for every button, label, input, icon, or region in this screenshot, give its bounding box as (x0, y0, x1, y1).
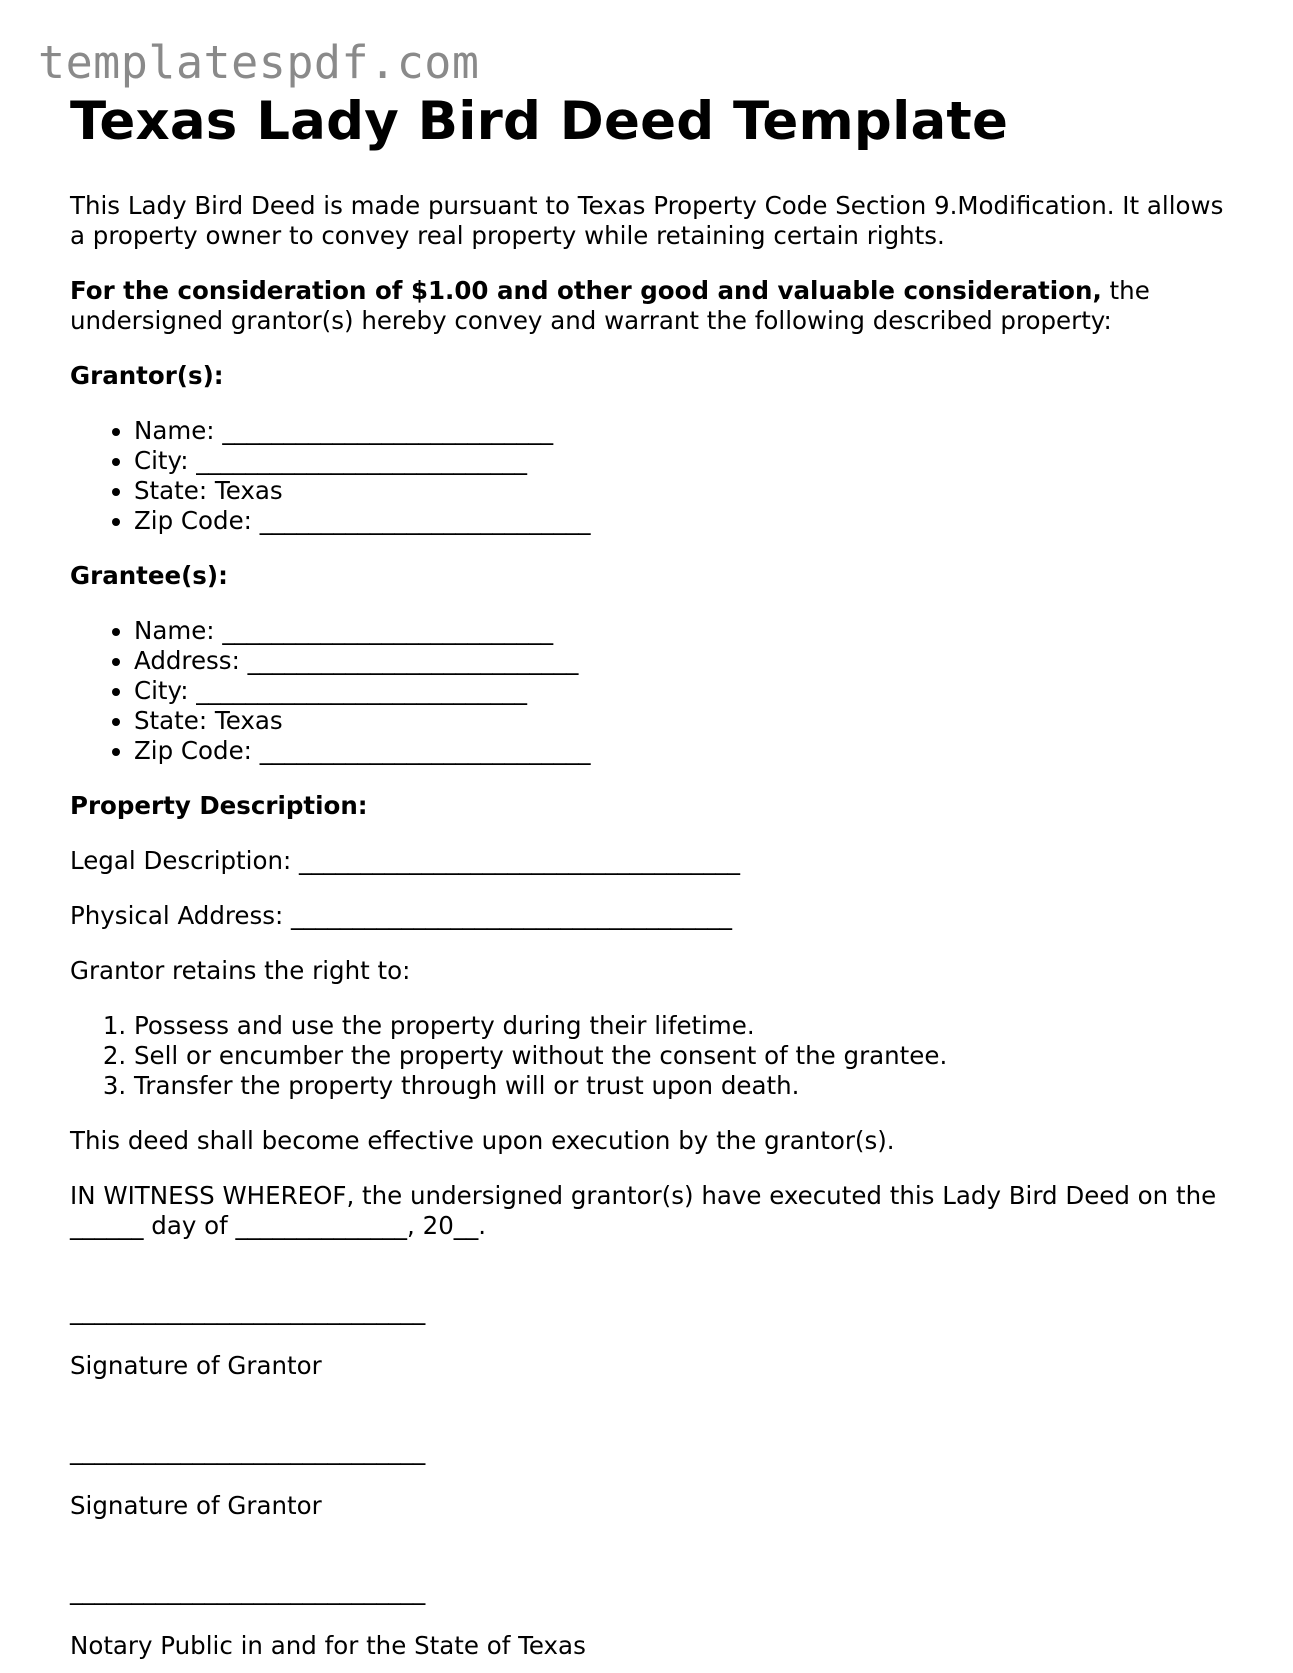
grantor-city-field: • City: ___________________________ (134, 446, 1230, 476)
consideration-rest: the undersigned grantor(s) hereby convey and warrant the following described property: (70, 275, 1150, 335)
grantor-list (70, 416, 1230, 536)
grantee-city-field: • City: ___________________________ (134, 676, 1230, 706)
notary-label: Notary Public in and for the State of Texas (70, 1630, 586, 1660)
grantor-heading: Grantor(s): (70, 360, 224, 390)
retained-right-item: 1. Possess and use the property during their lifetime. (134, 1011, 1230, 1041)
retains-intro: Grantor retains the right to: (70, 955, 411, 985)
grantor-name-field: • Name: ___________________________ (134, 416, 1230, 446)
intro-paragraph: This Lady Bird Deed is made pursuant to Texas Property Code Section 9.Modification. It allows a property owner to convey real property while retaining certain rights. (70, 190, 1224, 250)
grantor-signature-label: Signature of Grantor (70, 1490, 322, 1520)
grantee-name-field: • Name: ___________________________ (134, 616, 1230, 646)
legal-description-field: Legal Description: ____________________________________ (70, 845, 741, 875)
signature-line: _____________________________ (70, 1435, 426, 1465)
grantor-signature-label: Signature of Grantor (70, 1350, 322, 1380)
witness-paragraph: IN WITNESS WHEREOF, the undersigned grantor(s) have executed this Lady Bird Deed on the ______ day of ______________, 20__. (70, 1180, 1217, 1240)
grantee-state-field: • State: Texas (134, 706, 1230, 736)
effective-paragraph: This deed shall become effective upon execution by the grantor(s). (70, 1125, 895, 1155)
grantee-zip-field: • Zip Code: ___________________________ (134, 736, 1230, 766)
retained-right-item: 2. Sell or encumber the property without the consent of the grantee. (134, 1041, 1230, 1071)
property-heading: Property Description: (70, 790, 368, 820)
grantee-heading: Grantee(s): (70, 560, 228, 590)
signature-line: _____________________________ (70, 1575, 426, 1605)
consideration-paragraph (70, 276, 1230, 336)
physical-address-field: Physical Address: ____________________________________ (70, 900, 733, 930)
watermark: templatespdf.com (38, 36, 480, 89)
grantor-state-field: • State: Texas (134, 476, 1230, 506)
retained-right-item: 3. Transfer the property through will or trust upon death. (134, 1071, 1230, 1101)
grantee-address-field: • Address: ___________________________ (134, 646, 1230, 676)
consideration-bold: For the consideration of $1.00 and other good and valuable consideration, (70, 275, 1102, 305)
document-page (70, 92, 1230, 1661)
document-title: Texas Lady Bird Deed Template (70, 91, 1009, 152)
grantee-list (70, 616, 1230, 766)
grantor-zip-field: • Zip Code: ___________________________ (134, 506, 1230, 536)
document-body (70, 191, 1230, 1661)
retained-rights-list (70, 1011, 1230, 1101)
signature-line: _____________________________ (70, 1295, 426, 1325)
